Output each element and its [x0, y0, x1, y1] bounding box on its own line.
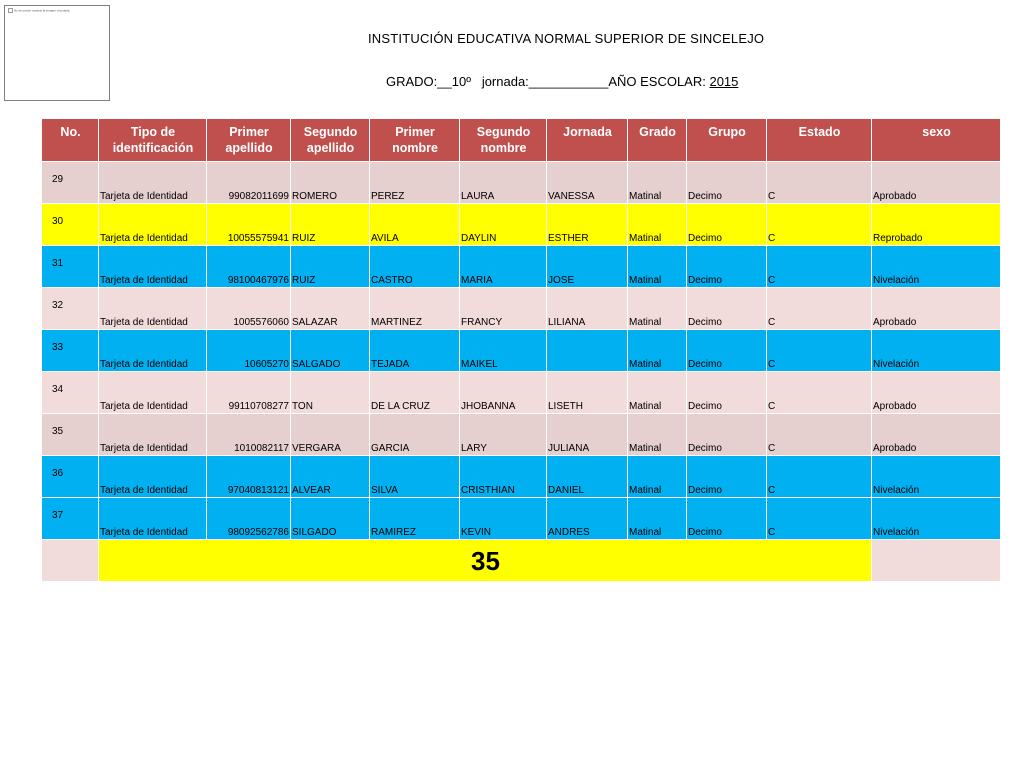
cell-segundo-nombre: LISETH [547, 372, 628, 414]
col-header-segundo-nombre: Segundo nombre [460, 119, 547, 162]
cell-grupo: C [767, 498, 872, 540]
cell-segundo-apellido: DE LA CRUZ [370, 372, 460, 414]
cell-estado: Nivelación [872, 246, 1001, 288]
cell-grupo: C [767, 372, 872, 414]
page-title: INSTITUCIÓN EDUCATIVA NORMAL SUPERIOR DE SINCELEJO [368, 31, 765, 46]
total-spacer-left [42, 540, 99, 582]
cell-primer-nombre: FRANCY [460, 288, 547, 330]
cell-estado: Nivelación [872, 498, 1001, 540]
cell-primer-nombre: LAURA [460, 162, 547, 204]
cell-jornada: Matinal [628, 246, 687, 288]
cell-numero-identificacion: 1010082117 [207, 414, 291, 456]
cell-segundo-nombre: DANIEL [547, 456, 628, 498]
col-header-sexo: sexo [872, 119, 1001, 162]
students-table [41, 118, 1001, 582]
cell-no: 33 [42, 330, 99, 372]
cell-grado: Decimo [687, 204, 767, 246]
table-row [42, 162, 1001, 204]
cell-estado: Reprobado [872, 204, 1001, 246]
cell-primer-apellido: RUIZ [291, 246, 370, 288]
table-row [42, 288, 1001, 330]
cell-tipo-identificacion: Tarjeta de Identidad [99, 330, 207, 372]
cell-primer-apellido: ALVEAR [291, 456, 370, 498]
cell-numero-identificacion: 99082011699 [207, 162, 291, 204]
cell-estado: Aprobado [872, 288, 1001, 330]
jornada-value: ___________ [528, 74, 609, 89]
cell-primer-nombre: KEVIN [460, 498, 547, 540]
cell-estado: Aprobado [872, 162, 1001, 204]
cell-jornada: Matinal [628, 414, 687, 456]
table-row [42, 372, 1001, 414]
cell-jornada: Matinal [628, 288, 687, 330]
cell-jornada: Matinal [628, 372, 687, 414]
table-row [42, 246, 1001, 288]
cell-segundo-nombre [547, 330, 628, 372]
cell-jornada: Matinal [628, 456, 687, 498]
cell-segundo-nombre: LILIANA [547, 288, 628, 330]
cell-tipo-identificacion: Tarjeta de Identidad [99, 288, 207, 330]
cell-segundo-nombre: ESTHER [547, 204, 628, 246]
col-header-grupo: Grupo [687, 119, 767, 162]
cell-grado: Decimo [687, 246, 767, 288]
cell-primer-nombre: DAYLIN [460, 204, 547, 246]
cell-no: 36 [42, 456, 99, 498]
cell-segundo-apellido: MARTINEZ [370, 288, 460, 330]
cell-primer-apellido: TON [291, 372, 370, 414]
cell-segundo-apellido: PEREZ [370, 162, 460, 204]
cell-segundo-nombre: VANESSA [547, 162, 628, 204]
school-logo-placeholder [4, 5, 110, 101]
cell-jornada: Matinal [628, 204, 687, 246]
cell-primer-nombre: MARIA [460, 246, 547, 288]
cell-segundo-apellido: TEJADA [370, 330, 460, 372]
cell-segundo-nombre: JOSE [547, 246, 628, 288]
cell-estado: Aprobado [872, 372, 1001, 414]
cell-primer-apellido: ROMERO [291, 162, 370, 204]
cell-jornada: Matinal [628, 162, 687, 204]
cell-grupo: C [767, 246, 872, 288]
cell-primer-nombre: MAIKEL [460, 330, 547, 372]
grado-value: __10º [437, 74, 471, 89]
grado-label: GRADO: [386, 74, 438, 89]
cell-no: 32 [42, 288, 99, 330]
table-row [42, 414, 1001, 456]
col-header-primer-apellido: Primer apellido [207, 119, 291, 162]
cell-estado: Aprobado [872, 414, 1001, 456]
page-subtitle [386, 74, 738, 89]
broken-image-text: No se puede mostrar la imagen vinculada. [8, 8, 70, 13]
cell-no: 29 [42, 162, 99, 204]
cell-grado: Decimo [687, 372, 767, 414]
cell-grupo: C [767, 330, 872, 372]
cell-grupo: C [767, 204, 872, 246]
col-header-jornada: Jornada [547, 119, 628, 162]
col-header-primer-nombre: Primer nombre [370, 119, 460, 162]
cell-segundo-apellido: SILVA [370, 456, 460, 498]
cell-primer-nombre: LARY [460, 414, 547, 456]
cell-primer-apellido: VERGARA [291, 414, 370, 456]
table-row [42, 498, 1001, 540]
cell-grado: Decimo [687, 498, 767, 540]
cell-no: 31 [42, 246, 99, 288]
col-header-no: No. [42, 119, 99, 162]
total-row [42, 540, 1001, 582]
cell-grupo: C [767, 456, 872, 498]
anio-label: AÑO ESCOLAR: [608, 74, 710, 89]
table-body [42, 162, 1001, 540]
cell-primer-nombre: CRISTHIAN [460, 456, 547, 498]
cell-no: 34 [42, 372, 99, 414]
cell-jornada: Matinal [628, 498, 687, 540]
table-header-row [42, 119, 1001, 162]
cell-grupo: C [767, 162, 872, 204]
cell-segundo-apellido: CASTRO [370, 246, 460, 288]
cell-segundo-nombre: ANDRES [547, 498, 628, 540]
cell-grado: Decimo [687, 456, 767, 498]
cell-tipo-identificacion: Tarjeta de Identidad [99, 372, 207, 414]
cell-segundo-apellido: GARCIA [370, 414, 460, 456]
col-header-segundo-apellido: Segundo apellido [291, 119, 370, 162]
cell-tipo-identificacion: Tarjeta de Identidad [99, 162, 207, 204]
table-row [42, 456, 1001, 498]
table-row [42, 330, 1001, 372]
cell-estado: Nivelación [872, 456, 1001, 498]
cell-no: 37 [42, 498, 99, 540]
cell-tipo-identificacion: Tarjeta de Identidad [99, 498, 207, 540]
cell-tipo-identificacion: Tarjeta de Identidad [99, 414, 207, 456]
cell-jornada: Matinal [628, 330, 687, 372]
cell-grado: Decimo [687, 330, 767, 372]
col-header-estado: Estado [767, 119, 872, 162]
cell-numero-identificacion: 10055575941 [207, 204, 291, 246]
jornada-label: jornada: [481, 74, 529, 89]
cell-segundo-nombre: JULIANA [547, 414, 628, 456]
cell-numero-identificacion: 98092562786 [207, 498, 291, 540]
cell-tipo-identificacion: Tarjeta de Identidad [99, 246, 207, 288]
cell-primer-apellido: SILGADO [291, 498, 370, 540]
cell-grupo: C [767, 414, 872, 456]
cell-primer-nombre: JHOBANNA [460, 372, 547, 414]
cell-numero-identificacion: 1005576060 [207, 288, 291, 330]
cell-grado: Decimo [687, 414, 767, 456]
anio-value: 2015 [709, 74, 739, 89]
cell-numero-identificacion: 97040813121 [207, 456, 291, 498]
cell-tipo-identificacion: Tarjeta de Identidad [99, 204, 207, 246]
cell-no: 35 [42, 414, 99, 456]
cell-segundo-apellido: AVILA [370, 204, 460, 246]
cell-segundo-apellido: RAMIREZ [370, 498, 460, 540]
col-header-tipo: Tipo de identificación [99, 119, 207, 162]
total-spacer-right [872, 540, 1001, 582]
cell-numero-identificacion: 10605270 [207, 330, 291, 372]
cell-numero-identificacion: 98100467976 [207, 246, 291, 288]
cell-primer-apellido: SALGADO [291, 330, 370, 372]
cell-grado: Decimo [687, 288, 767, 330]
cell-numero-identificacion: 99110708277 [207, 372, 291, 414]
cell-no: 30 [42, 204, 99, 246]
cell-primer-apellido: RUIZ [291, 204, 370, 246]
cell-grupo: C [767, 288, 872, 330]
col-header-grado: Grado [628, 119, 687, 162]
total-count: 35 [99, 540, 872, 582]
cell-grado: Decimo [687, 162, 767, 204]
cell-estado: Nivelación [872, 330, 1001, 372]
cell-tipo-identificacion: Tarjeta de Identidad [99, 456, 207, 498]
table-row [42, 204, 1001, 246]
cell-primer-apellido: SALAZAR [291, 288, 370, 330]
